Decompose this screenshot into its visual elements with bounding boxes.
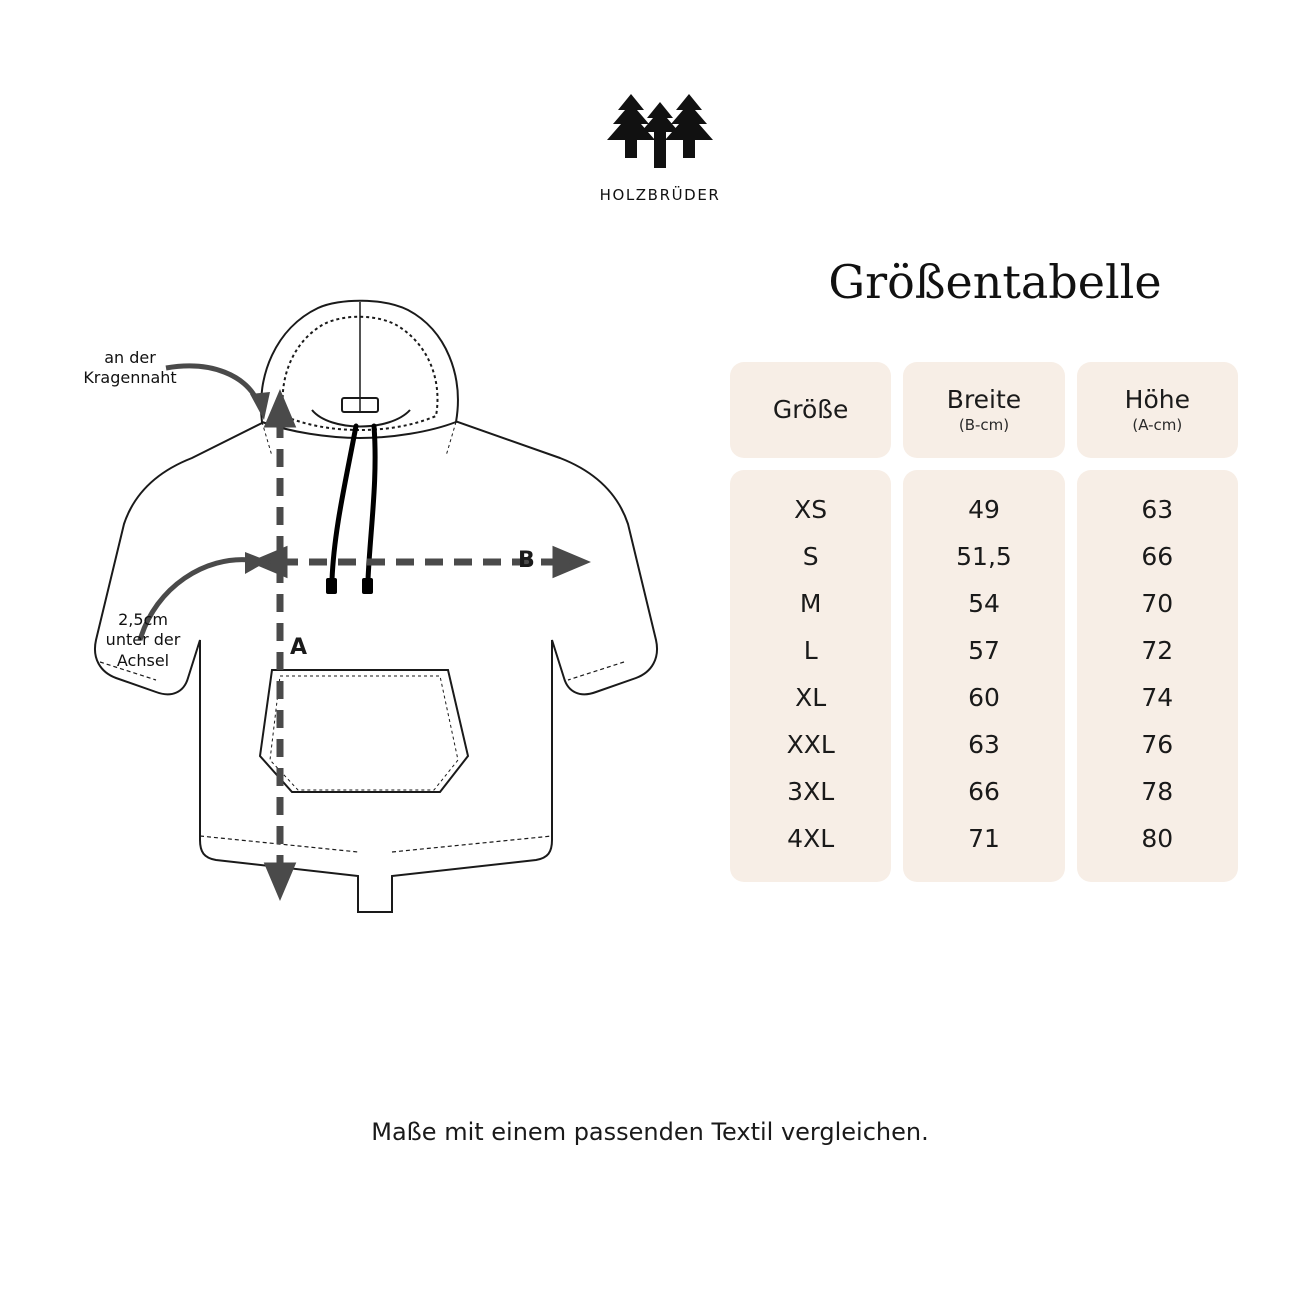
column-header-size-label: Größe: [772, 395, 849, 425]
table-cell-breite: 60: [968, 683, 1000, 712]
brand-name: HOLZBRÜDER: [599, 186, 721, 204]
breite-column-body: [903, 470, 1064, 882]
column-header-hoehe-label: Höhe: [1124, 385, 1190, 415]
table-cell-breite: 63: [968, 730, 1000, 759]
annotation-collar: an der Kragennaht: [83, 348, 177, 388]
footer-note: Maße mit einem passenden Textil vergleichen.: [371, 1118, 929, 1146]
column-header-breite: [903, 362, 1064, 458]
breite-column: [903, 362, 1064, 882]
dimension-b-label: B: [518, 548, 535, 573]
page-title: Größentabelle: [828, 255, 1162, 309]
table-cell-hoehe: 78: [1141, 777, 1174, 806]
hoodie-illustration: [40, 280, 680, 940]
column-header-breite-label: Breite: [946, 385, 1022, 415]
column-header-hoehe-unit: (A-cm): [1132, 415, 1183, 434]
mountain-trees-logo-icon: [585, 80, 735, 180]
table-cell-breite: 66: [968, 777, 1000, 806]
annotation-armpit: 2,5cm unter der Achsel: [105, 610, 181, 670]
table-cell-size: S: [802, 542, 819, 571]
dimension-a-label: A: [290, 635, 308, 660]
table-cell-hoehe: 76: [1141, 730, 1174, 759]
column-header-breite-unit: (B-cm): [958, 415, 1010, 434]
size-table: [730, 362, 1238, 882]
hoehe-column-body: [1077, 470, 1238, 882]
table-cell-breite: 71: [968, 824, 1000, 853]
table-cell-breite: 51,5: [956, 542, 1012, 571]
column-header-size: [730, 362, 891, 458]
table-cell-size: XS: [794, 495, 828, 524]
brand-logo-block: [560, 80, 760, 204]
table-cell-size: L: [803, 636, 818, 665]
table-cell-size: XL: [795, 683, 827, 712]
table-cell-size: 3XL: [787, 777, 835, 806]
table-cell-hoehe: 80: [1141, 824, 1174, 853]
column-header-hoehe: [1077, 362, 1238, 458]
table-cell-breite: 49: [968, 495, 1000, 524]
table-cell-breite: 54: [968, 589, 1000, 618]
table-cell-hoehe: 74: [1141, 683, 1174, 712]
table-cell-size: XXL: [786, 730, 835, 759]
table-cell-breite: 57: [968, 636, 1000, 665]
size-column-body: [730, 470, 891, 882]
table-cell-size: M: [799, 589, 822, 618]
table-cell-hoehe: 70: [1141, 589, 1174, 618]
table-cell-hoehe: 66: [1141, 542, 1174, 571]
size-column: [730, 362, 891, 882]
table-cell-hoehe: 63: [1141, 495, 1174, 524]
table-cell-hoehe: 72: [1141, 636, 1174, 665]
hoehe-column: [1077, 362, 1238, 882]
table-cell-size: 4XL: [787, 824, 835, 853]
